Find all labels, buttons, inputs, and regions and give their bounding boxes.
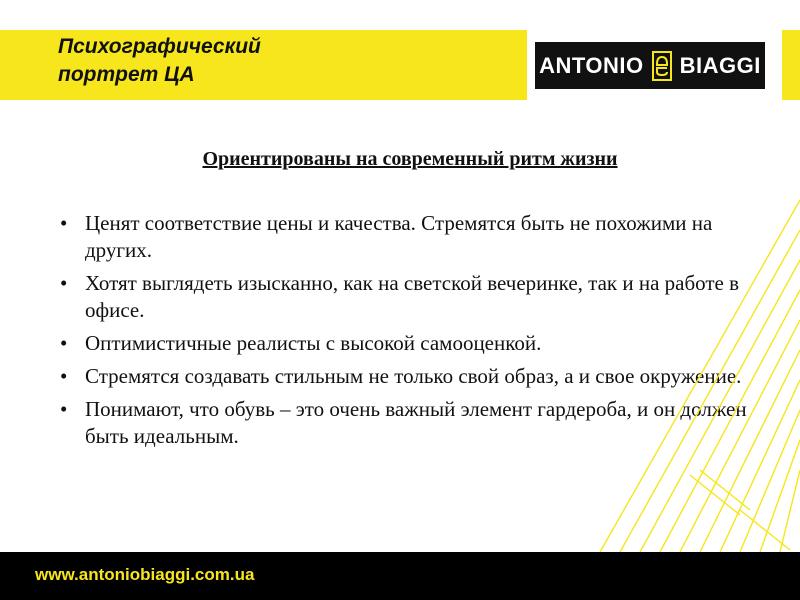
title-line-1: Психографический xyxy=(58,35,261,58)
list-item-text: Понимают, что обувь – это очень важный элемент гардероба, и он должен быть идеальным. xyxy=(85,397,747,448)
list-item-text: Оптимистичные реалисты с высокой самооценкой. xyxy=(85,331,542,355)
page-title xyxy=(58,33,398,89)
section-subheading: Ориентированы на современный ритм жизни xyxy=(202,148,618,170)
bullet-icon: • xyxy=(60,211,68,235)
logo-monogram-icon xyxy=(652,51,672,81)
bullet-icon: • xyxy=(60,397,68,421)
decorative-stripes xyxy=(540,140,800,552)
bullet-icon: • xyxy=(60,271,68,295)
footer-website-link[interactable]: www.antoniobiaggi.com.ua xyxy=(35,565,255,584)
list-item-text: Хотят выглядеть изысканно, как на светской вечеринке, так и на работе в офисе. xyxy=(85,271,740,322)
footer-bar xyxy=(0,556,800,600)
list-item-text: Стремятся создавать стильным не только свой образ, а и свое окружение. xyxy=(85,364,742,388)
list-item-text: Ценят соответствие цены и качества. Стремятся быть не похожими на других. xyxy=(85,211,713,262)
logo-word-left: ANTONIO xyxy=(539,52,644,78)
title-line-2: портрет ЦА xyxy=(58,63,195,86)
logo-plate xyxy=(535,42,765,89)
logo-word-right: BIAGGI xyxy=(679,52,761,78)
bullet-icon: • xyxy=(60,364,68,388)
bullet-icon: • xyxy=(60,331,68,355)
brand-logo xyxy=(527,30,782,100)
